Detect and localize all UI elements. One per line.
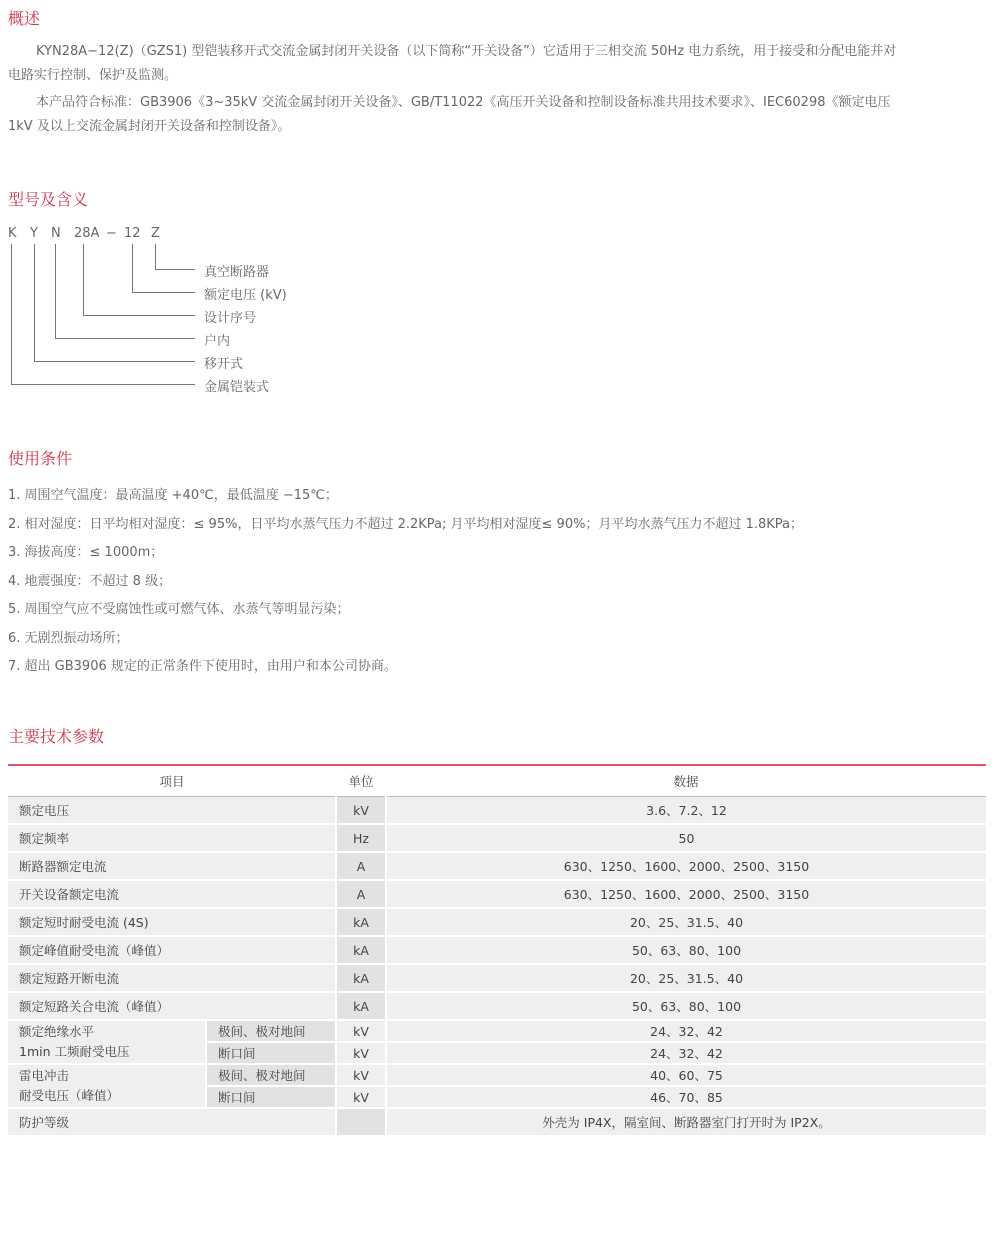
- table-row: [8, 992, 986, 1020]
- table-header-row: [8, 765, 986, 797]
- legend-metal-clad: 金属铠装式: [204, 380, 270, 395]
- row-unit: kV: [336, 797, 386, 825]
- row-value: 外壳为 IP4X，隔室间、断路器室门打开时为 IP2X。: [386, 1108, 986, 1136]
- condition-item: 6. 无剧烈振动场所；: [8, 631, 129, 646]
- row-unit: kA: [336, 936, 386, 964]
- model-code-dash: −: [106, 226, 117, 241]
- legend-vacuum-breaker: 真空断路器: [204, 265, 270, 280]
- overview-para2-line2: 1kV 及以上交流金属封闭开关设备和控制设备》。: [8, 119, 291, 134]
- legend-indoor: 户内: [204, 334, 231, 349]
- row-subitem: 极间、极对地间: [206, 1064, 336, 1086]
- params-table: [8, 764, 986, 1137]
- model-bracket-diagram: [0, 240, 200, 390]
- lightning-label-2: 耐受电压（峰值）: [19, 1088, 120, 1103]
- row-item: 额定短路关合电流（峰值）: [8, 992, 336, 1020]
- table-row: [8, 797, 986, 825]
- model-code-k: K: [8, 226, 17, 241]
- condition-item: 5. 周围空气应不受腐蚀性或可燃气体、水蒸气等明显污染；: [8, 602, 350, 617]
- row-value: 46、70、85: [386, 1086, 986, 1108]
- row-item: 断路器额定电流: [8, 852, 336, 880]
- row-unit: Hz: [336, 824, 386, 852]
- params-title: 主要技术参数: [8, 727, 105, 746]
- model-title: 型号及含义: [8, 190, 89, 209]
- row-value: 24、32、42: [386, 1042, 986, 1064]
- overview-title: 概述: [8, 9, 41, 28]
- model-code-28a: 28A: [74, 226, 100, 241]
- row-item: 额定电压: [8, 797, 336, 825]
- row-item: 额定峰值耐受电流（峰值）: [8, 936, 336, 964]
- overview-para2-line1: 本产品符合标准：GB3906《3~35kV 交流金属封闭开关设备》、GB/T11022《高压开关设备和控制设备标准共用技术要求》、IEC60298《额定电压: [36, 95, 891, 110]
- table-row: [8, 1108, 986, 1136]
- row-unit: [336, 1108, 386, 1136]
- row-item: 额定频率: [8, 824, 336, 852]
- row-value: 50、63、80、100: [386, 992, 986, 1020]
- legend-design-serial: 设计序号: [204, 311, 257, 326]
- row-unit: kA: [336, 992, 386, 1020]
- row-item: 开关设备额定电流: [8, 880, 336, 908]
- condition-item: 7. 超出 GB3906 规定的正常条件下使用时，由用户和本公司协商。: [8, 659, 397, 674]
- row-unit: kV: [336, 1042, 386, 1064]
- table-row: [8, 880, 986, 908]
- row-unit: kA: [336, 964, 386, 992]
- row-unit: A: [336, 880, 386, 908]
- row-subitem: 断口间: [206, 1086, 336, 1108]
- legend-rated-voltage: 额定电压 (kV): [204, 288, 287, 303]
- conditions-title: 使用条件: [8, 449, 73, 468]
- overview-para1-line2: 电路实行控制、保护及监测。: [8, 68, 178, 83]
- condition-item: 4. 地震强度：不超过 8 级；: [8, 574, 172, 589]
- insulation-label-1: 额定绝缘水平: [19, 1024, 95, 1039]
- row-item: 防护等级: [8, 1108, 336, 1136]
- row-subitem: 断口间: [206, 1042, 336, 1064]
- condition-item: 2. 相对湿度：日平均相对湿度：≤ 95%，日平均水蒸气压力不超过 2.2KPa; 月平均相对湿度≤ 90%；月平均水蒸气压力不超过 1.8KPa；: [8, 517, 803, 532]
- table-row-lightning: [8, 1064, 986, 1086]
- row-unit: A: [336, 852, 386, 880]
- table-row: [8, 936, 986, 964]
- row-item: 额定短路开断电流: [8, 964, 336, 992]
- insulation-label-2: 1min 工频耐受电压: [19, 1044, 130, 1059]
- model-code-z: Z: [151, 226, 160, 241]
- table-row-insulation: [8, 1020, 986, 1042]
- header-item: 项目: [8, 765, 336, 797]
- row-item-insulation: [8, 1020, 206, 1064]
- model-code-12: 12: [124, 226, 141, 241]
- lightning-label-1: 雷电冲击: [19, 1068, 70, 1083]
- row-value: 3.6、7.2、12: [386, 797, 986, 825]
- row-unit: kV: [336, 1086, 386, 1108]
- header-unit: 单位: [336, 765, 386, 797]
- row-subitem: 极间、极对地间: [206, 1020, 336, 1042]
- legend-withdrawable: 移开式: [204, 357, 244, 372]
- table-row: [8, 852, 986, 880]
- overview-para1-line1: KYN28A−12(Z)（GZS1) 型铠装移开式交流金属封闭开关设备（以下简称“开关设备”）它适用于三相交流 50Hz 电力系统，用于接受和分配电能并对: [36, 44, 897, 59]
- row-value: 630、1250、1600、2000、2500、3150: [386, 852, 986, 880]
- row-value: 20、25、31.5、40: [386, 964, 986, 992]
- row-value: 24、32、42: [386, 1020, 986, 1042]
- header-value: 数据: [386, 765, 986, 797]
- row-item-lightning: [8, 1064, 206, 1108]
- row-unit: kA: [336, 908, 386, 936]
- condition-item: 3. 海拔高度：≤ 1000m；: [8, 545, 164, 560]
- table-row: [8, 824, 986, 852]
- table-row: [8, 964, 986, 992]
- row-value: 40、60、75: [386, 1064, 986, 1086]
- row-value: 50、63、80、100: [386, 936, 986, 964]
- row-value: 630、1250、1600、2000、2500、3150: [386, 880, 986, 908]
- row-item: 额定短时耐受电流 (4S): [8, 908, 336, 936]
- model-code-y: Y: [30, 226, 38, 241]
- row-unit: kV: [336, 1020, 386, 1042]
- condition-item: 1. 周围空气温度：最高温度 +40℃，最低温度 −15℃；: [8, 488, 338, 503]
- row-value: 50: [386, 824, 986, 852]
- row-unit: kV: [336, 1064, 386, 1086]
- table-row: [8, 908, 986, 936]
- row-value: 20、25、31.5、40: [386, 908, 986, 936]
- model-code-n: N: [51, 226, 61, 241]
